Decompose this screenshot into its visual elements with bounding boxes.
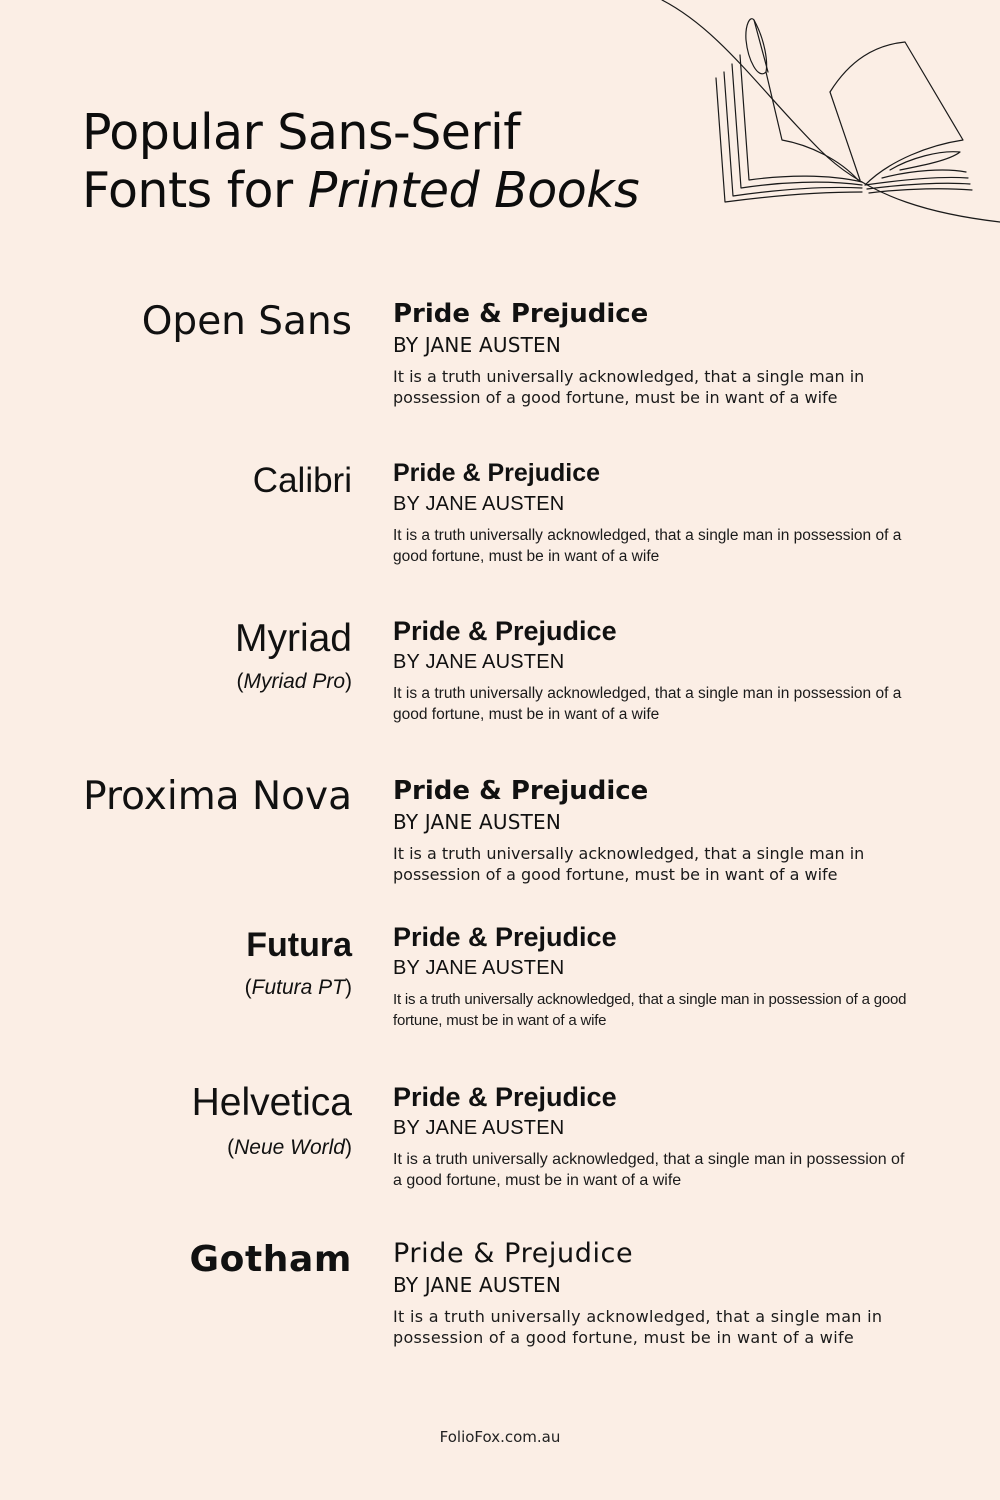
font-sample	[393, 1081, 913, 1191]
font-alt-name: (Myriad Pro)	[236, 670, 352, 693]
open-book-line-art-icon	[650, 0, 1000, 230]
book-title: Pride & Prejudice	[393, 616, 617, 646]
font-sample	[393, 775, 913, 885]
book-quote: It is a truth universally acknowledged, that a single man in possession of a good fortune, must be in want of a wife	[393, 1151, 905, 1189]
book-author: BY JANE AUSTEN	[393, 957, 565, 979]
font-sample	[393, 298, 913, 408]
book-quote: It is a truth universally acknowledged, that a single man in possession of a good fortune, must be in want of a wife	[393, 685, 902, 723]
book-author: BY JANE AUSTEN	[393, 333, 562, 357]
font-alt-name: (Neue World)	[227, 1136, 352, 1159]
title-emphasis: Printed Books	[307, 162, 640, 219]
font-sample	[393, 921, 913, 1031]
book-title: Pride & Prejudice	[393, 922, 617, 952]
book-title: Pride & Prejudice	[393, 1238, 634, 1269]
font-name: Open Sans	[141, 299, 352, 344]
font-alt-label: Neue World	[234, 1136, 345, 1159]
footer-site: FolioFox.com.au	[439, 1428, 561, 1446]
book-author: BY JANE AUSTEN	[393, 651, 565, 673]
title-line-2	[82, 162, 639, 220]
font-alt-name: (Futura PT)	[244, 976, 352, 999]
font-name: Myriad	[234, 617, 352, 660]
font-name: Proxima Nova	[83, 774, 352, 819]
book-title: Pride & Prejudice	[393, 776, 649, 806]
font-alt-label: Myriad Pro	[243, 670, 345, 693]
book-author: BY JANE AUSTEN	[393, 1117, 565, 1139]
book-title: Pride & Prejudice	[393, 299, 649, 329]
font-sample	[393, 1238, 913, 1348]
font-name: Gotham	[189, 1239, 352, 1280]
font-alt-label: Futura PT	[251, 976, 345, 999]
font-name: Futura	[246, 926, 352, 964]
book-author: BY JANE AUSTEN	[393, 810, 562, 834]
font-name: Calibri	[252, 461, 352, 500]
book-quote: It is a truth universally acknowledged, that a single man in possession of a good fortune, must be in want of a wife	[393, 527, 902, 565]
title-line-2-prefix: Fonts for	[82, 162, 308, 219]
book-title: Pride & Prejudice	[393, 1082, 617, 1112]
font-sample	[393, 615, 913, 725]
title-line-1: Popular Sans-Serif	[82, 104, 520, 161]
book-title: Pride & Prejudice	[393, 459, 601, 487]
book-author: BY JANE AUSTEN	[393, 1273, 562, 1297]
book-quote: It is a truth universally acknowledged, that a single man in possession of a good fortune, must be in want of a wife	[393, 844, 865, 884]
book-quote: It is a truth universally acknowledged, that a single man in possession of a good fortune, must be in want of a wife	[393, 1307, 883, 1347]
book-quote: It is a truth universally acknowledged, that a single man in possession of a good fortune, must be in want of a wife	[393, 367, 865, 407]
book-quote: It is a truth universally acknowledged, that a single man in possession of a good fortune, must be in want of a wife	[393, 991, 907, 1029]
font-sample	[393, 457, 913, 567]
book-author: BY JANE AUSTEN	[393, 493, 565, 515]
font-name: Helvetica	[191, 1081, 352, 1124]
page-title	[82, 104, 639, 220]
